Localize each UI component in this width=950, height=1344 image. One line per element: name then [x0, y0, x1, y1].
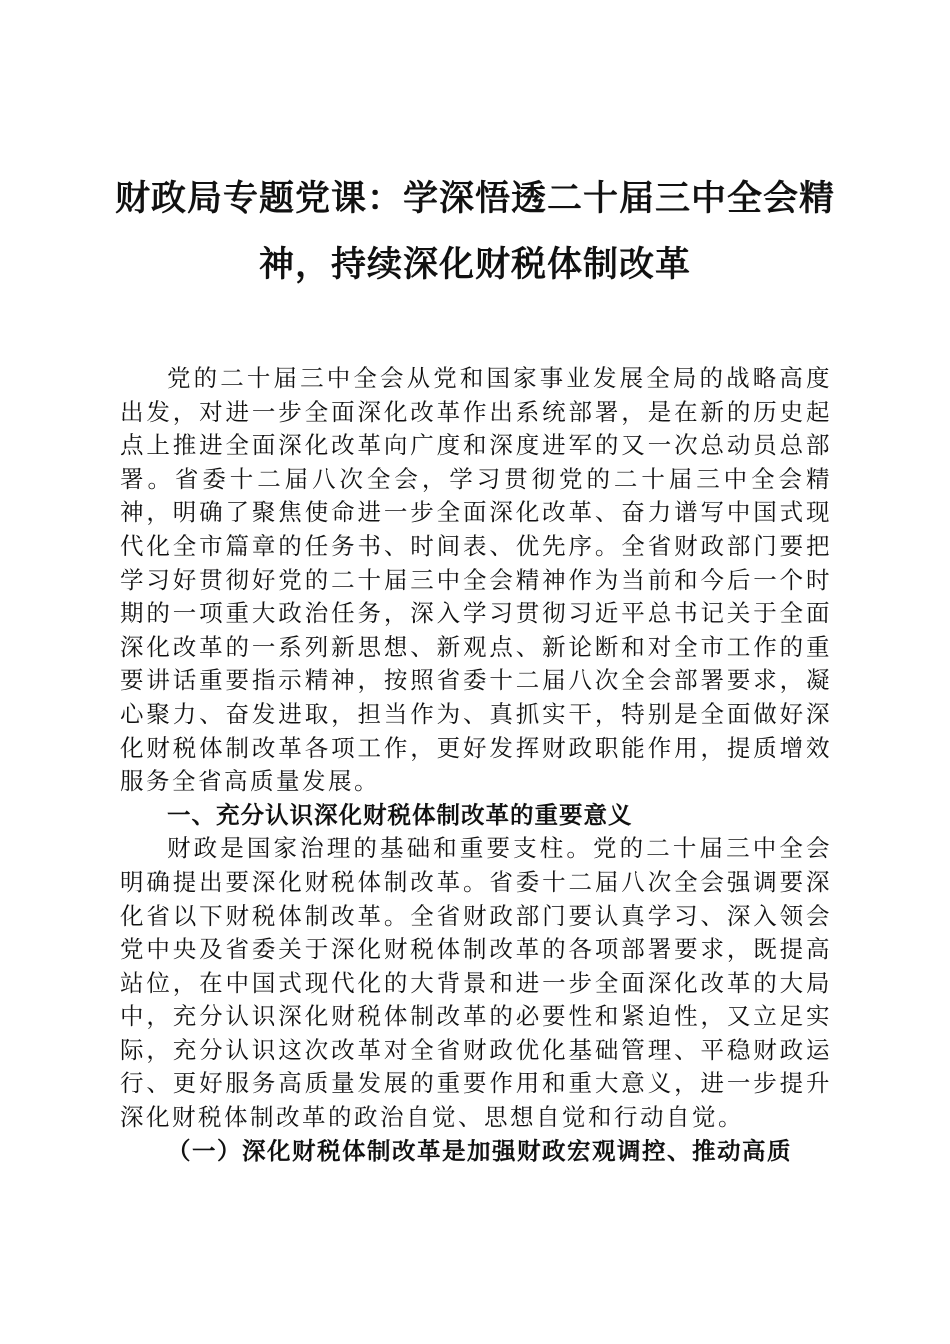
- section-1-subheading: （一）深化财税体制改革是加强财政宏观调控、推动高质: [167, 1136, 792, 1165]
- section-1-paragraph: 财政是国家治理的基础和重要支柱。党的二十届三中全会明确提出要深化财税体制改革。省委十二届八次全会强调要深化省以下财税体制改革。全省财政部门要认真学习、深入领会党中央及省委关于深化财税体制改革的各项部署要求，既提高站位，在中国式现代化的大背景和进一步全面深化改革的大局中，充分认识深化财税体制改革的必要性和紧迫性，又立足实际，充分认识这次改革对全省财政优化基础管理、平稳财政运行、更好服务高质量发展的重要作用和重大意义，进一步提升深化财税体制改革的政治自觉、思想自觉和行动自觉。: [120, 834, 832, 1132]
- section-1-heading: 一、充分认识深化财税体制改革的重要意义: [167, 800, 633, 829]
- intro-paragraph: 党的二十届三中全会从党和国家事业发展全局的战略高度出发，对进一步全面深化改革作出系统部署，是在新的历史起点上推进全面深化改革向广度和深度进军的又一次总动员总部署。省委十二届八次全会，学习贯彻党的二十届三中全会精神，明确了聚焦使命进一步全面深化改革、奋力谱写中国式现代化全市篇章的任务书、时间表、优先序。全省财政部门要把学习好贯彻好党的二十届三中全会精神作为当前和今后一个时期的一项重大政治任务，深入学习贯彻习近平总书记关于全面深化改革的一系列新思想、新观点、新论断和对全市工作的重要讲话重要指示精神，按照省委十二届八次全会部署要求，凝心聚力、奋发进取，担当作为、真抓实干，特别是全面做好深化财税体制改革各项工作，更好发挥财政职能作用，提质增效服务全省高质量发展。: [120, 364, 832, 796]
- document-body: [120, 362, 832, 1168]
- document-title: 财政局专题党课：学深悟透二十届三中全会精神，持续深化财税体制改革: [114, 179, 835, 285]
